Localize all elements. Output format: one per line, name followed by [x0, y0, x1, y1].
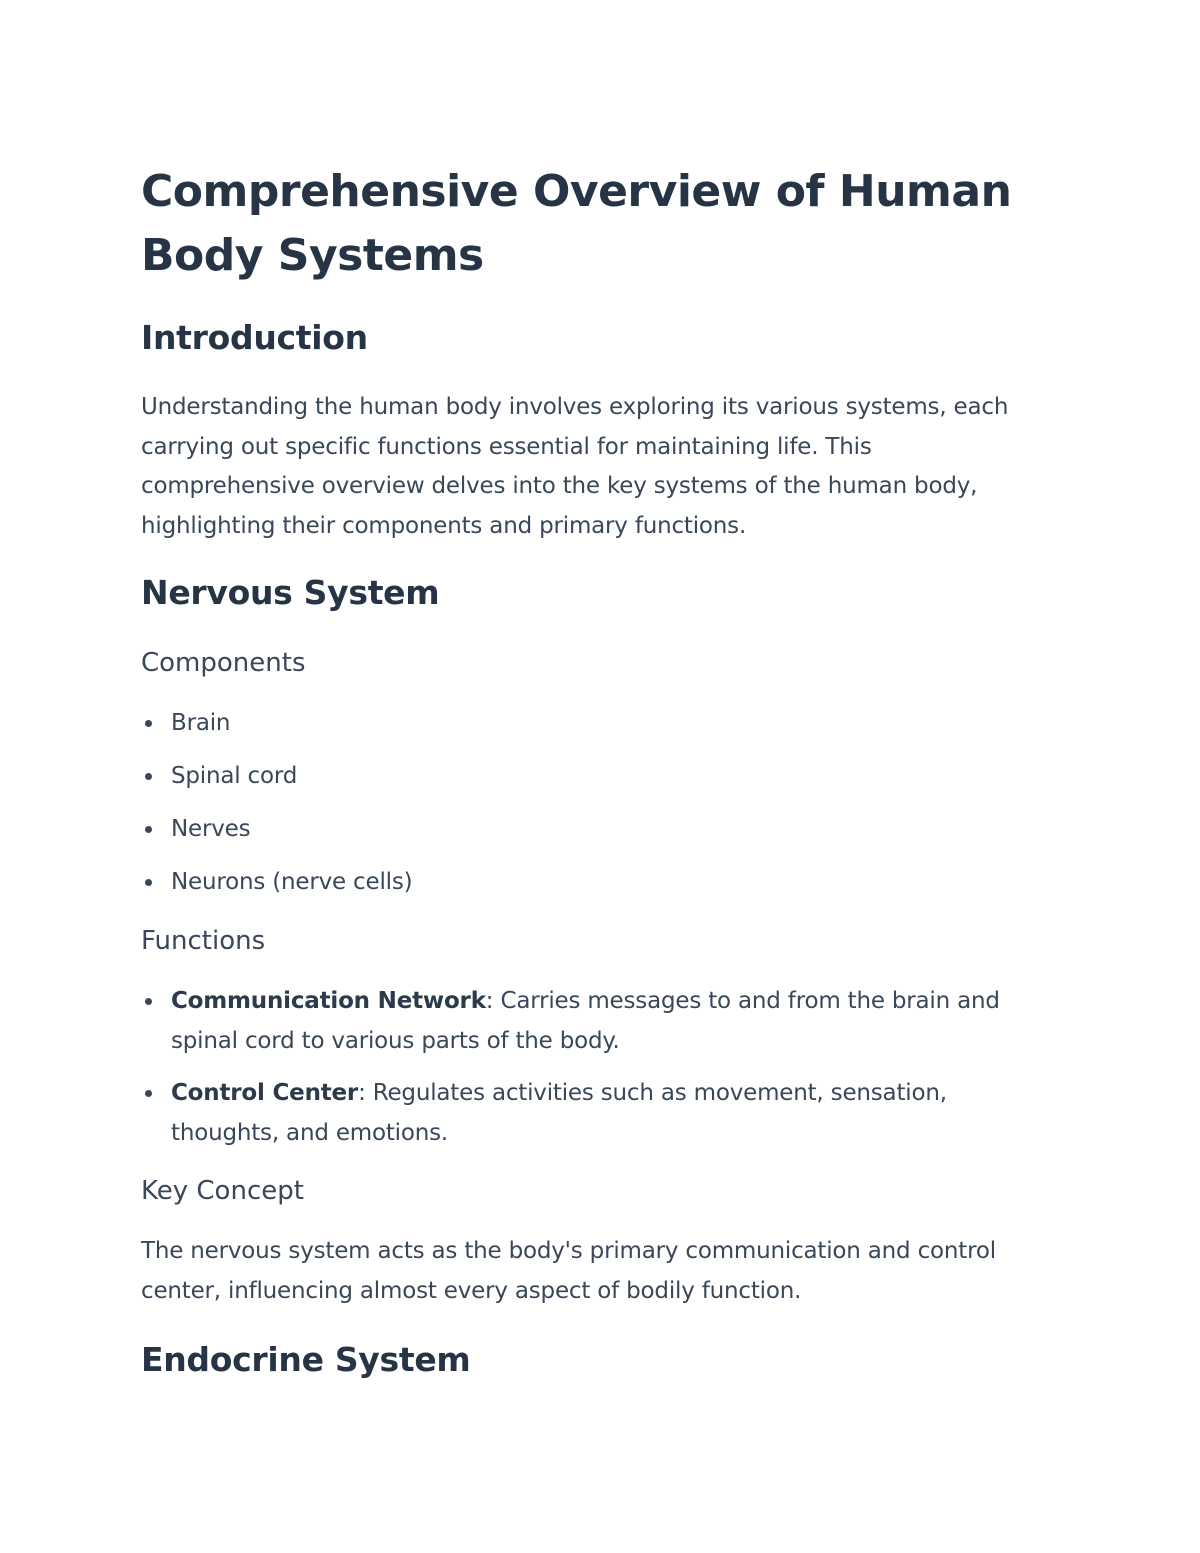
list-item	[141, 812, 1061, 865]
bullet-icon	[145, 826, 152, 833]
components-heading: Components	[141, 648, 306, 678]
components-list	[141, 706, 1061, 918]
bullet-icon	[145, 998, 152, 1005]
component-label: Spinal cord	[171, 763, 298, 789]
function-term: Communication Network	[171, 988, 486, 1014]
bullet-icon	[145, 720, 152, 727]
bullet-icon	[145, 1090, 152, 1097]
list-item	[141, 759, 1061, 812]
list-item	[141, 1073, 1061, 1153]
list-item	[141, 706, 1061, 759]
key-concept-heading: Key Concept	[141, 1176, 304, 1206]
component-label: Neurons (nerve cells)	[171, 869, 413, 895]
bullet-icon	[145, 879, 152, 886]
function-description: : Regulates activities such as movement, sensation, thoughts, and emotions.	[171, 1080, 947, 1146]
key-concept-paragraph: The nervous system acts as the body's primary communication and control center, influencing almost every aspect of bodily function.	[141, 1238, 996, 1304]
function-description: : Carries messages to and from the brain and spinal cord to various parts of the body.	[171, 988, 1000, 1054]
component-label: Brain	[171, 710, 231, 736]
introduction-paragraph: Understanding the human body involves exploring its various systems, each carrying out specific functions essential for maintaining life. This comprehensive overview delves into the key systems of the human body, highlighting their components and primary functions.	[141, 394, 1009, 539]
nervous-system-heading: Nervous System	[141, 573, 440, 612]
bullet-icon	[145, 773, 152, 780]
list-item	[141, 865, 1061, 918]
introduction-heading: Introduction	[141, 318, 368, 357]
component-label: Nerves	[171, 816, 251, 842]
document-title: Comprehensive Overview of Human Body Systems	[141, 166, 1012, 281]
endocrine-system-heading: Endocrine System	[141, 1340, 471, 1379]
functions-heading: Functions	[141, 926, 266, 956]
list-item	[141, 981, 1061, 1061]
function-term: Control Center	[171, 1080, 359, 1106]
functions-list	[141, 981, 1061, 1165]
